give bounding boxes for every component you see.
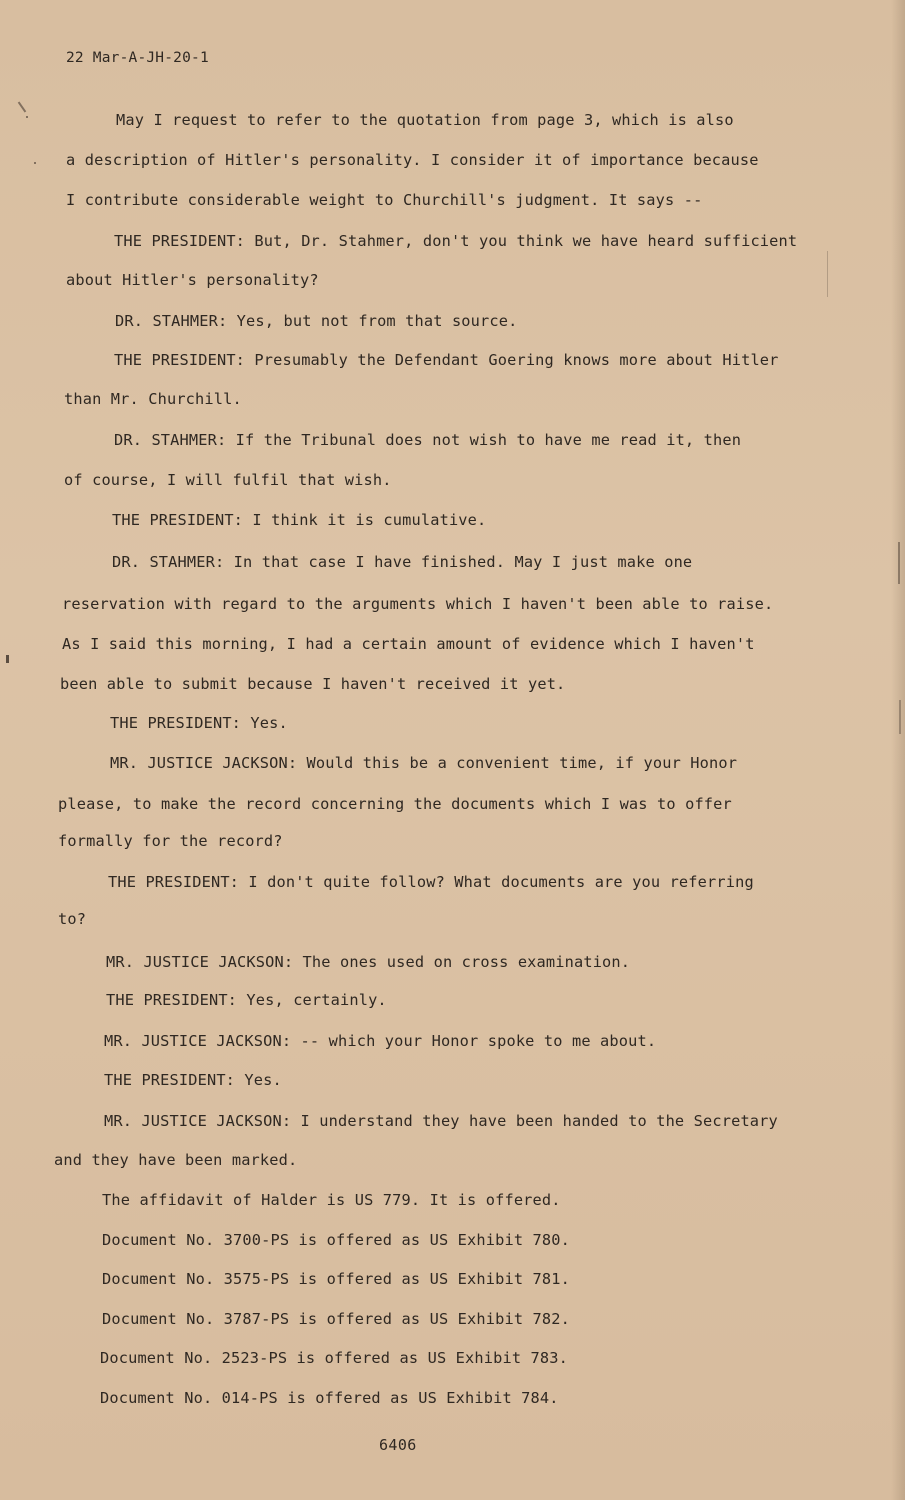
transcript-line: a description of Hitler's personality. I consider it of importance because — [66, 151, 759, 169]
transcript-line: reservation with regard to the arguments which I haven't been able to raise. — [62, 595, 774, 613]
transcript-line: MR. JUSTICE JACKSON: The ones used on cross examination. — [106, 953, 631, 971]
transcript-line: DR. STAHMER: Yes, but not from that source. — [115, 312, 518, 330]
page-edge-shadow — [891, 0, 905, 1500]
scan-artifact — [34, 162, 36, 164]
transcript-line: THE PRESIDENT: Yes. — [110, 714, 288, 732]
transcript-line: DR. STAHMER: In that case I have finished. May I just make one — [112, 553, 693, 571]
transcript-line: MR. JUSTICE JACKSON: Would this be a convenient time, if your Honor — [110, 754, 738, 772]
transcript-line: about Hitler's personality? — [66, 271, 319, 289]
page-edge-mark — [899, 700, 901, 734]
transcript-line: THE PRESIDENT: Yes. — [104, 1071, 282, 1089]
scan-artifact — [827, 251, 828, 297]
transcript-line: MR. JUSTICE JACKSON: I understand they have been handed to the Secretary — [104, 1112, 778, 1130]
transcript-line: I contribute considerable weight to Churchill's judgment. It says -- — [66, 191, 703, 209]
transcript-line: Document No. 014-PS is offered as US Exhibit 784. — [100, 1389, 559, 1407]
transcript-line: MR. JUSTICE JACKSON: -- which your Honor spoke to me about. — [104, 1032, 657, 1050]
scan-artifact — [18, 102, 27, 113]
transcript-line: THE PRESIDENT: I don't quite follow? What documents are you referring — [108, 873, 754, 891]
transcript-line: Document No. 3787-PS is offered as US Exhibit 782. — [102, 1310, 570, 1328]
page-number: 6406 — [379, 1436, 417, 1454]
transcript-line: to? — [58, 910, 87, 928]
transcript-line: please, to make the record concerning the documents which I was to offer — [58, 795, 732, 813]
transcript-line: As I said this morning, I had a certain amount of evidence which I haven't — [62, 635, 755, 653]
transcript-line: The affidavit of Halder is US 779. It is offered. — [102, 1191, 561, 1209]
transcript-line: Document No. 3575-PS is offered as US Exhibit 781. — [102, 1270, 570, 1288]
transcript-line: been able to submit because I haven't received it yet. — [60, 675, 566, 693]
transcript-line: than Mr. Churchill. — [64, 390, 242, 408]
transcript-line: THE PRESIDENT: Presumably the Defendant Goering knows more about Hitler — [114, 351, 779, 369]
document-header: 22 Mar-A-JH-20-1 — [66, 50, 209, 66]
transcript-line: formally for the record? — [58, 832, 283, 850]
transcript-line: THE PRESIDENT: But, Dr. Stahmer, don't you think we have heard sufficient — [114, 232, 798, 250]
transcript-line: DR. STAHMER: If the Tribunal does not wish to have me read it, then — [114, 431, 742, 449]
transcript-line: and they have been marked. — [54, 1151, 298, 1169]
transcript-line: THE PRESIDENT: Yes, certainly. — [106, 991, 387, 1009]
scan-artifact — [26, 116, 28, 118]
transcript-line: of course, I will fulfil that wish. — [64, 471, 392, 489]
transcript-line: Document No. 3700-PS is offered as US Exhibit 780. — [102, 1231, 570, 1249]
transcript-line: THE PRESIDENT: I think it is cumulative. — [112, 511, 487, 529]
transcript-line: Document No. 2523-PS is offered as US Exhibit 783. — [100, 1349, 568, 1367]
page-edge-mark — [898, 542, 900, 584]
scan-artifact — [6, 655, 9, 663]
transcript-line: May I request to refer to the quotation from page 3, which is also — [116, 111, 734, 129]
